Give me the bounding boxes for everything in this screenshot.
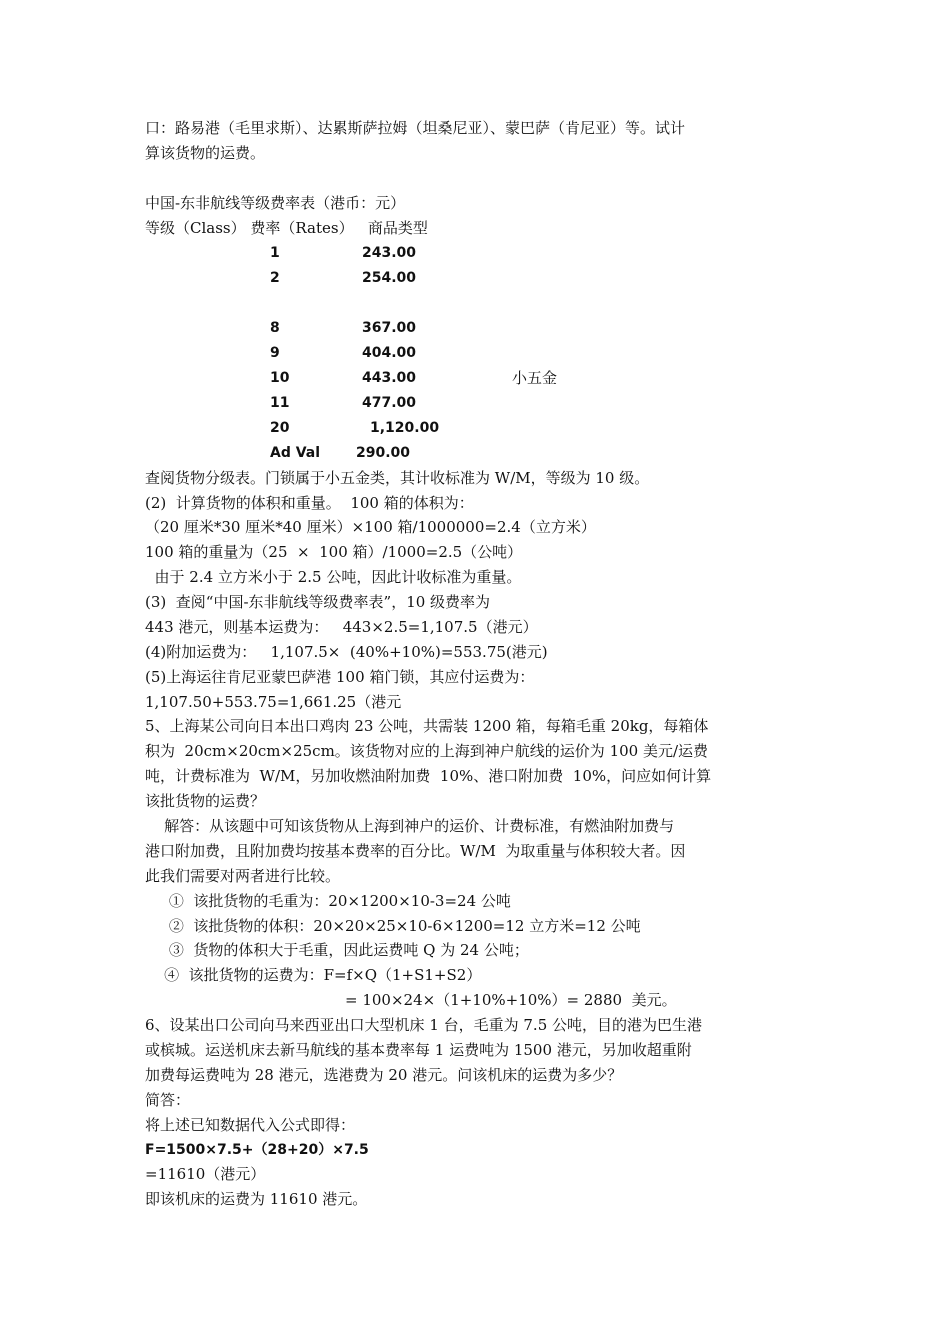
rate-cell: 367.00: [362, 320, 417, 336]
class-cell: Ad Val: [270, 445, 321, 461]
rate-cell: 404.00: [362, 345, 417, 361]
class-cell: 1: [270, 245, 280, 261]
class-cell: 10: [270, 370, 290, 386]
text-line: 即该机床的运费为 11610 港元。: [145, 1190, 368, 1208]
text-line: 由于 2.4 立方米小于 2.5 公吨，因此计收标准为重量。: [145, 568, 522, 586]
rate-table-title: 中国-东非航线等级费率表（港币：元）: [145, 194, 406, 212]
rate-cell: 243.00: [362, 245, 417, 261]
text-line: 443 港元，则基本运费为： 443×2.5=1,107.5（港元）: [145, 618, 538, 636]
text-line: =11610（港元）: [145, 1165, 266, 1183]
text-line: 解答：从该题中可知该货物从上海到神户的运价、计费标准，有燃油附加费与: [145, 817, 675, 835]
intro-line: 算该货物的运费。: [145, 144, 266, 162]
rate-cell: 443.00: [362, 370, 417, 386]
text-line: 5、上海某公司向日本出口鸡肉 23 公吨，共需装 1200 箱，每箱毛重 20kg，每箱体: [145, 717, 709, 735]
text-line: ② 该批货物的体积：20×20×25×10-6×1200=12 立方米=12 公吨: [145, 917, 641, 935]
text-line: = 100×24×（1+10%+10%）= 2880 美元。: [345, 991, 677, 1009]
text-line: 100 箱的重量为（25 × 100 箱）/1000=2.5（公吨）: [145, 543, 523, 561]
text-line: 将上述已知数据代入公式即得：: [145, 1116, 356, 1134]
class-cell: 9: [270, 345, 280, 361]
text-line: (3) 查阅“中国-东非航线等级费率表”，10 级费率为: [145, 593, 491, 611]
text-line: ③ 货物的体积大于毛重，因此运费吨 Q 为 24 公吨；: [145, 941, 529, 959]
text-line: 或槟城。运送机床去新马航线的基本费率每 1 运费吨为 1500 港元，另加收超重附: [145, 1041, 692, 1059]
rate-cell: 290.00: [356, 445, 411, 461]
rate-cell: 254.00: [362, 270, 417, 286]
text-line: 港口附加费，且附加费均按基本费率的百分比。W/M 为取重量与体积较大者。因: [145, 842, 686, 860]
text-line: 吨，计费标准为 W/M，另加收燃油附加费 10%、港口附加费 10%，问应如何计算: [145, 767, 712, 785]
rate-cell: 1,120.00: [370, 420, 440, 436]
rate-table-header: 等级（Class） 费率（Rates） 商品类型: [145, 219, 428, 237]
text-line: (5)上海运往肯尼亚蒙巴萨港 100 箱门锁，其应付运费为：: [145, 668, 535, 686]
text-line: 查阅货物分级表。门锁属于小五金类，其计收标准为 W/M，等级为 10 级。: [145, 469, 650, 487]
type-cell: 小五金: [512, 369, 558, 387]
text-line: （20 厘米*30 厘米*40 厘米）×100 箱/1000000=2.4（立方米）: [145, 518, 596, 536]
class-cell: 2: [270, 270, 280, 286]
intro-line: 口：路易港（毛里求斯）、达累斯萨拉姆（坦桑尼亚）、蒙巴萨（肯尼亚）等。试计: [145, 119, 686, 137]
class-cell: 8: [270, 320, 280, 336]
text-line: 积为 20cm×20cm×25cm。该货物对应的上海到神户航线的运价为 100 美元/运费: [145, 742, 709, 760]
class-cell: 20: [270, 420, 290, 436]
formula-line: F=1500×7.5+（28+20）×7.5: [145, 1142, 369, 1158]
text-line: ④ 该批货物的运费为：F=f×Q（1+S1+S2）: [145, 966, 482, 984]
class-cell: 11: [270, 395, 290, 411]
text-line: 此我们需要对两者进行比较。: [145, 867, 341, 885]
text-line: 简答：: [145, 1091, 191, 1109]
text-line: (2) 计算货物的体积和重量。 100 箱的体积为：: [145, 494, 474, 512]
text-line: ① 该批货物的毛重为：20×1200×10-3=24 公吨: [145, 892, 511, 910]
text-line: 该批货物的运费？: [145, 792, 266, 810]
text-line: 加费每运费吨为 28 港元，选港费为 20 港元。问该机床的运费为多少？: [145, 1066, 623, 1084]
text-line: 1,107.50+553.75=1,661.25（港元: [145, 693, 402, 711]
text-line: (4)附加运费为： 1,107.5× (40%+10%)=553.75(港元): [145, 643, 548, 661]
rate-cell: 477.00: [362, 395, 417, 411]
text-line: 6、设某出口公司向马来西亚出口大型机床 1 台，毛重为 7.5 公吨，目的港为巴生港: [145, 1016, 703, 1034]
